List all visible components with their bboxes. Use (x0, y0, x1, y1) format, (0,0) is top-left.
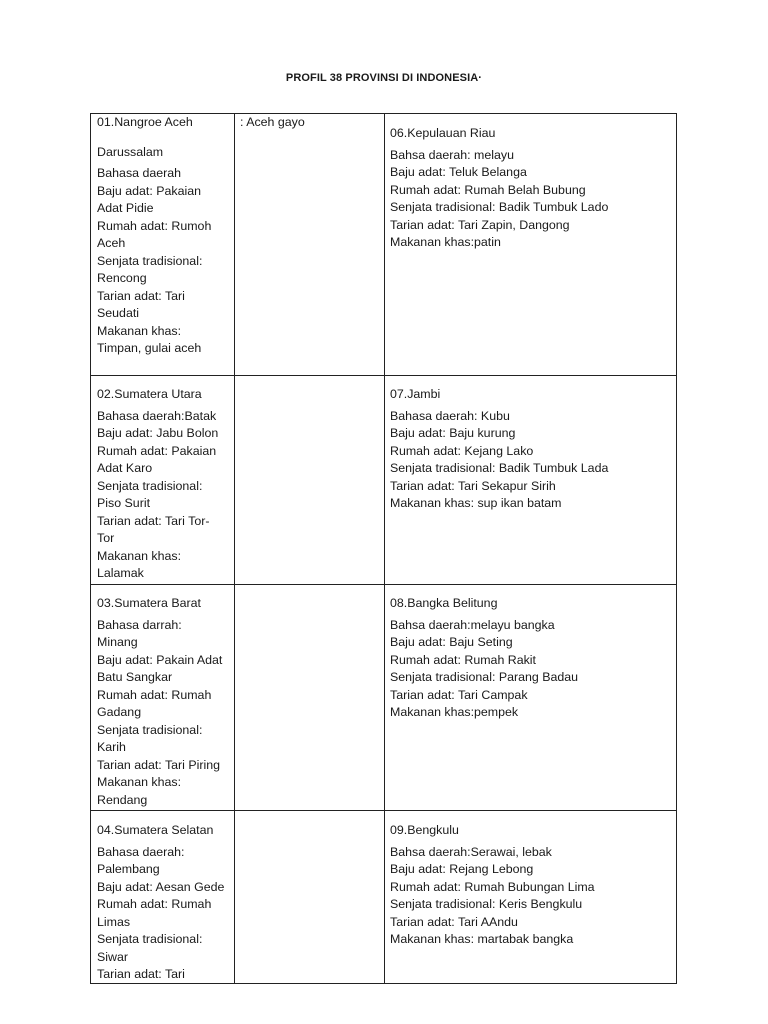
detail-line: Bahsa daerah:melayu bangka (390, 617, 555, 632)
detail-line: Bahasa daerah:Batak (97, 408, 217, 423)
province-cell-sumatera-utara (97, 386, 218, 583)
detail-line: Senjata tradisional: Badik Tumbuk Lado (390, 200, 609, 214)
province-cell-sumatera-barat (97, 595, 222, 809)
province-name: 01.Nangroe Aceh (97, 115, 193, 129)
province-name: 09.Bengkulu (390, 823, 459, 837)
detail-line: Adat Karo (97, 461, 153, 475)
detail-line: Rencong (97, 271, 147, 285)
detail-line: Baju adat: Pakaian (97, 183, 202, 198)
detail-line: Batu Sangkar (97, 670, 173, 684)
detail-line: Senjata tradisional: Badik Tumbuk Lada (390, 461, 609, 475)
detail-line: Rumah adat: Rumah Belah Bubung (390, 182, 586, 197)
province-cell-aceh (97, 114, 211, 358)
detail-line: Baju adat: Aesan Gede (97, 879, 225, 894)
province-table (90, 113, 677, 984)
detail-line: Rumah adat: Rumah Bubungan Lima (390, 879, 595, 894)
detail-line: Tarian adat: Tari (97, 967, 185, 981)
province-cell-kepulauan-riau (390, 125, 608, 252)
detail-line: Senjata tradisional: (97, 932, 203, 946)
province-name: 04.Sumatera Selatan (97, 823, 214, 837)
detail-line: Tarian adat: Tari Campak (390, 687, 528, 702)
detail-line: Makanan khas: (97, 323, 182, 338)
province-name: 06.Kepulauan Riau (390, 126, 496, 140)
province-name-cont: Darussalam (97, 144, 164, 159)
detail-line: Makanan khas:pempek (390, 705, 519, 719)
province-name: 03.Sumatera Barat (97, 596, 202, 610)
detail-line: Rumah adat: Rumah (97, 687, 212, 702)
detail-line: Palembang (97, 862, 160, 876)
detail-line: Tarian adat: Tari Piring (97, 757, 221, 772)
detail-line: Bahsa daerah: melayu (390, 147, 514, 162)
province-cell-bangka-belitung (390, 595, 578, 722)
detail-line: Rumah adat: Pakaian (97, 443, 217, 458)
province-name: 07.Jambi (390, 387, 441, 401)
detail-line: Seudati (97, 306, 140, 320)
province-name: 08.Bangka Belitung (390, 596, 498, 610)
row-divider-2 (91, 584, 676, 585)
row-divider-3 (91, 810, 676, 811)
detail-line: Bahasa daerah: (97, 844, 185, 859)
detail-line: Rumah adat: Rumah (97, 897, 212, 911)
detail-line: Tarian adat: Tari Tor- (97, 513, 210, 528)
detail-line: Bahsa daerah:Serawai, lebak (390, 844, 552, 859)
detail-line: Makanan khas:patin (390, 235, 501, 249)
detail-line: Tarian adat: Tari Zapin, Dangong (390, 217, 570, 232)
detail-line: Tarian adat: Tari Sekapur Sirih (390, 478, 556, 493)
detail-line: Baju adat: Teluk Belanga (390, 165, 527, 179)
province-cell-jambi (390, 386, 608, 513)
detail-line: Lalamak (97, 566, 144, 580)
middle-cell-aceh: : Aceh gayo (240, 115, 305, 129)
detail-line: Baju adat: Baju kurung (390, 426, 516, 440)
detail-line: Limas (97, 914, 131, 929)
detail-line: Bahasa darrah: (97, 617, 182, 632)
detail-line: Tarian adat: Tari AAndu (390, 914, 518, 929)
detail-line: Senjata tradisional: Parang Badau (390, 670, 579, 684)
detail-line: Makanan khas: martabak bangka (390, 932, 574, 946)
detail-line: Rendang (97, 792, 148, 807)
detail-line: Tor (97, 531, 115, 545)
detail-line: Makanan khas: (97, 775, 182, 789)
detail-line: Tarian adat: Tari (97, 288, 185, 303)
column-divider-2 (384, 114, 385, 983)
detail-line: Makanan khas: (97, 548, 182, 563)
detail-line: Rumah adat: Rumoh (97, 218, 212, 233)
document-title: PROFIL 38 PROVINSI DI INDONESIA· (285, 72, 483, 84)
row-divider-1 (91, 375, 676, 376)
detail-line: Aceh (97, 236, 126, 250)
detail-line: Siwar (97, 949, 128, 964)
detail-line: Senjata tradisional: Keris Bengkulu (390, 897, 583, 911)
detail-line: Rumah adat: Rumah Rakit (390, 652, 537, 667)
detail-line: Karih (97, 740, 126, 754)
detail-line: Bahasa daerah: Kubu (390, 408, 510, 423)
detail-line: Baju adat: Jabu Bolon (97, 426, 219, 440)
detail-line: Baju adat: Baju Seting (390, 635, 513, 649)
province-cell-sumatera-selatan (97, 822, 224, 984)
detail-line: Senjata tradisional: (97, 478, 203, 493)
detail-line: Piso Surit (97, 496, 151, 510)
detail-line: Adat Pidie (97, 201, 154, 215)
detail-line: Senjata tradisional: (97, 253, 203, 268)
detail-line: Baju adat: Pakain Adat (97, 652, 223, 667)
province-name: 02.Sumatera Utara (97, 387, 202, 401)
province-cell-bengkulu (390, 822, 595, 949)
detail-line: Senjata tradisional: (97, 722, 203, 737)
detail-line: Makanan khas: sup ikan batam (390, 496, 562, 510)
detail-line: Baju adat: Rejang Lebong (390, 862, 534, 876)
detail-line: Minang (97, 635, 138, 649)
detail-line: Bahasa daerah (97, 166, 182, 180)
detail-line: Gadang (97, 705, 142, 719)
detail-line: Rumah adat: Kejang Lako (390, 443, 534, 458)
detail-line: Timpan, gulai aceh (97, 341, 202, 355)
column-divider-1 (234, 114, 235, 983)
